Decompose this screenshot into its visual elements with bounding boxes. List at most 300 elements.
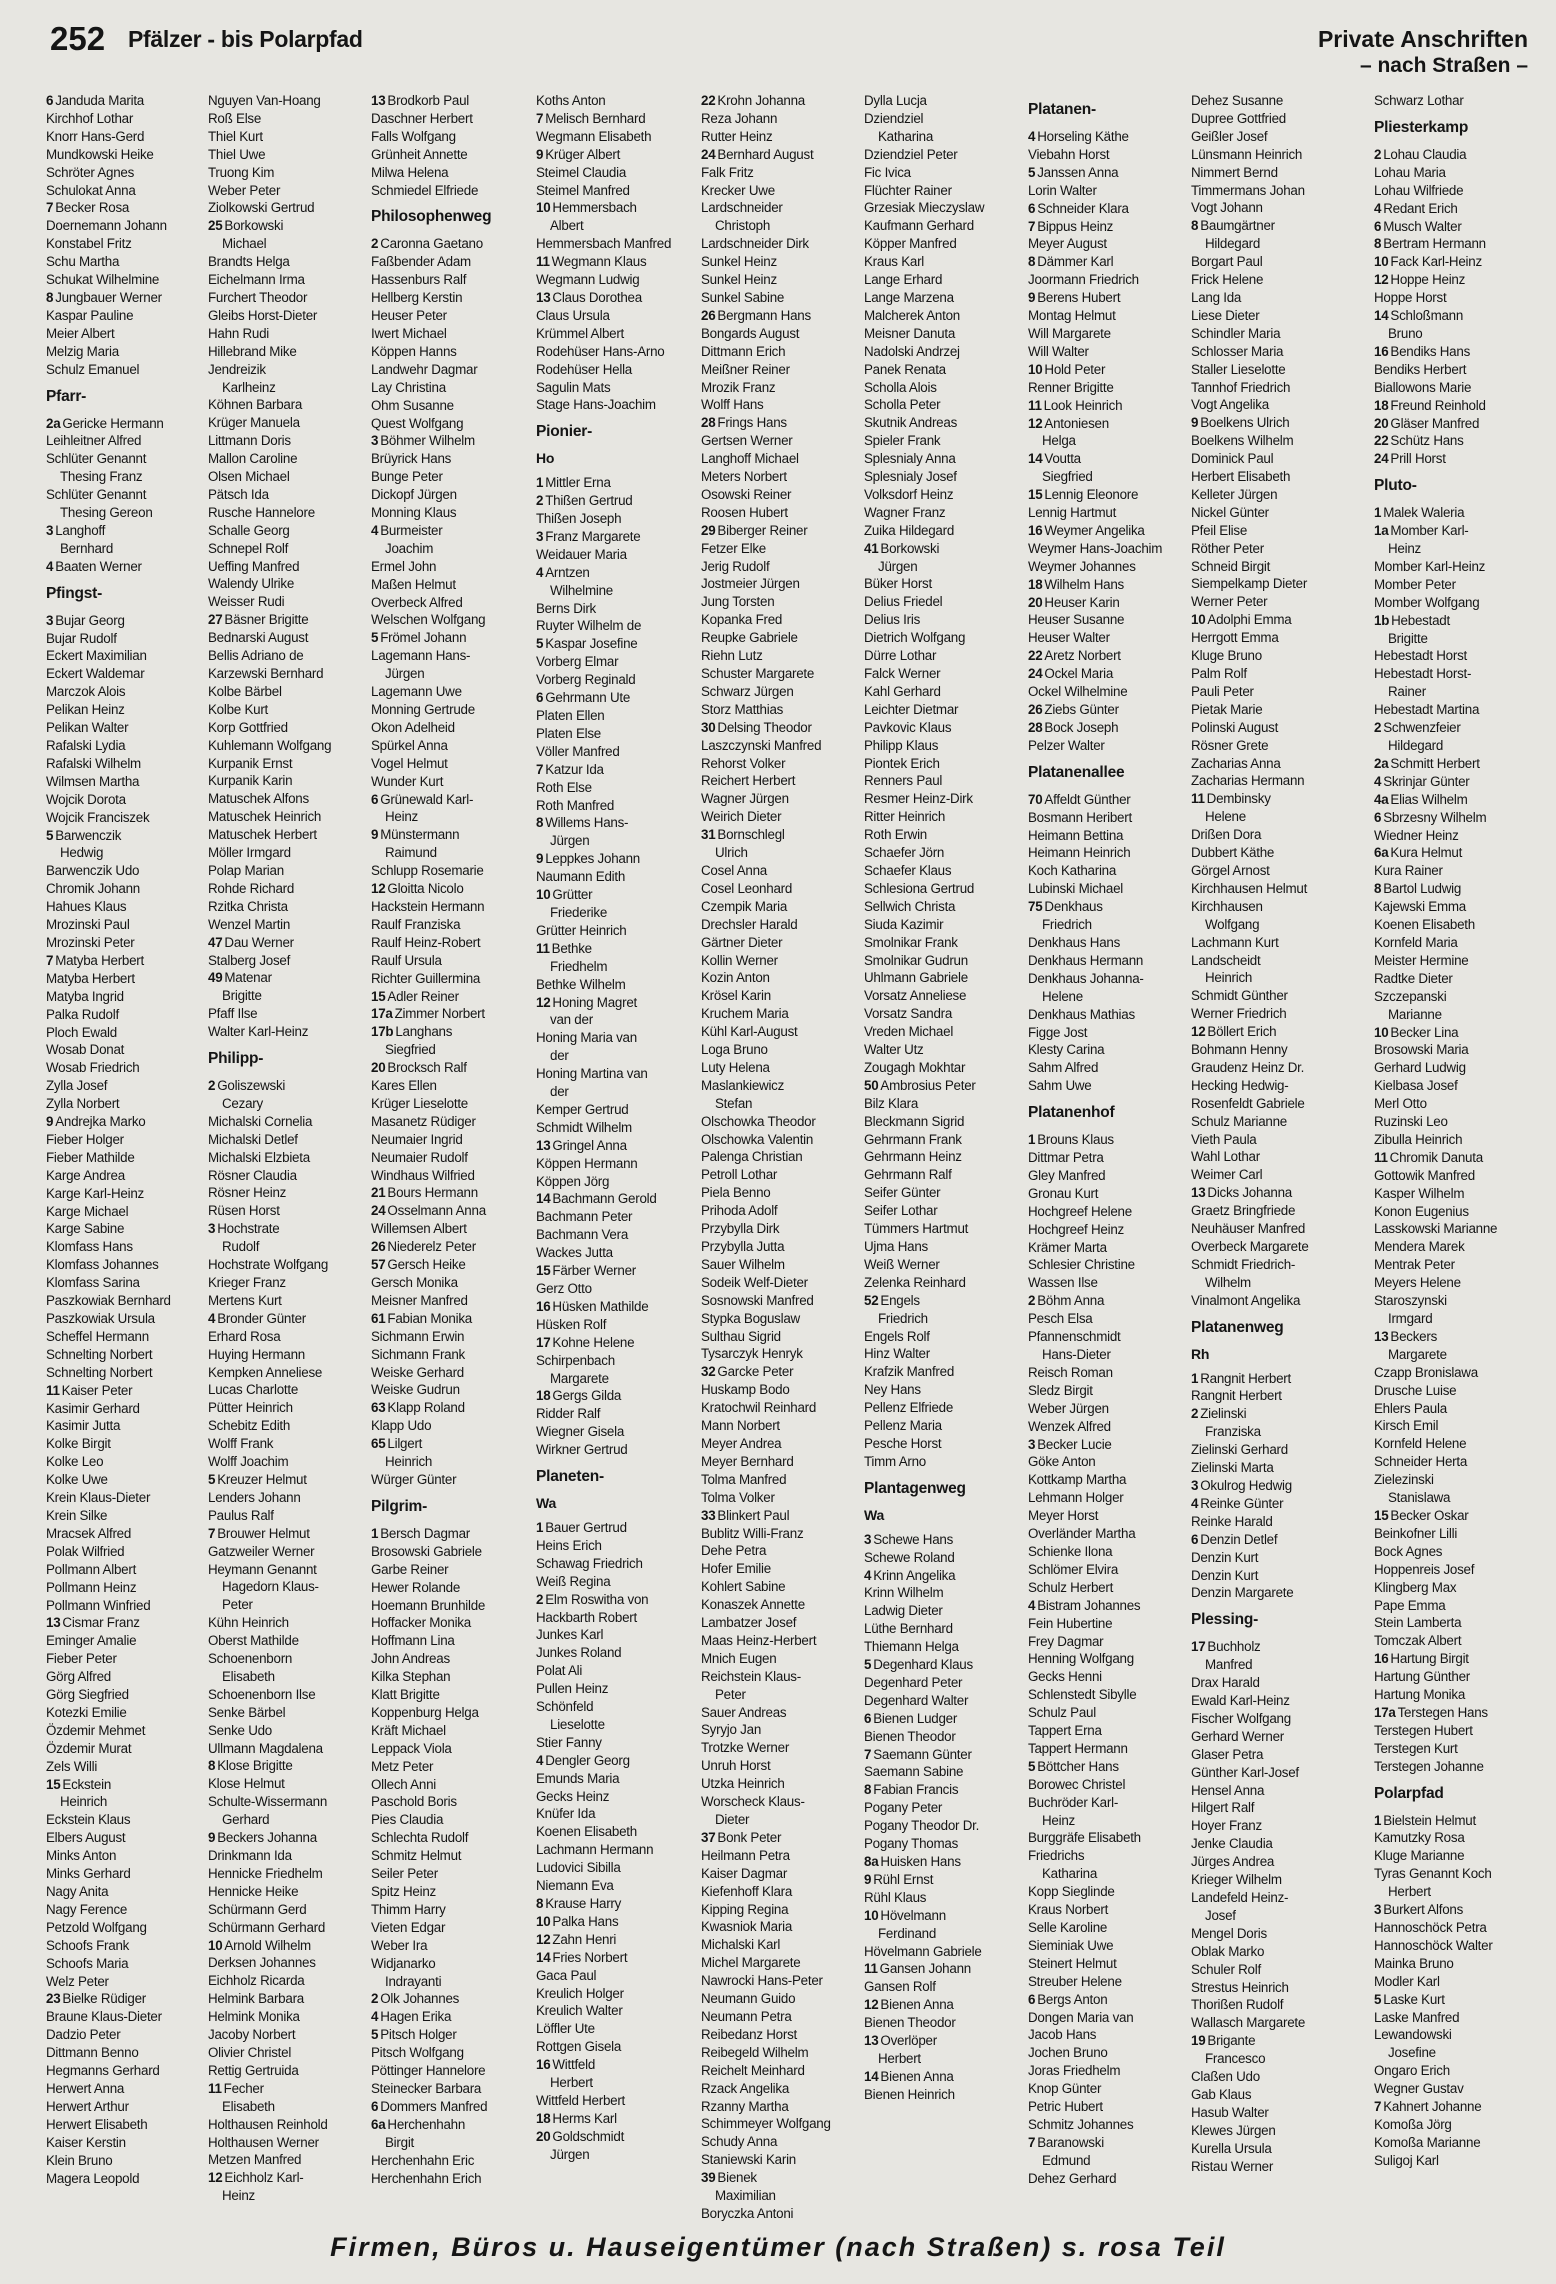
resident-name: Sunkel Sabine	[701, 289, 785, 305]
resident-entry	[864, 593, 1024, 611]
resident-entry	[46, 737, 206, 755]
resident-entry	[1191, 1041, 1351, 1059]
resident-name: Jürgen	[550, 833, 590, 849]
resident-entry	[1374, 1220, 1534, 1238]
resident-entry	[1028, 1543, 1188, 1561]
resident-entry	[46, 1561, 206, 1579]
resident-entry	[208, 969, 368, 987]
resident-name: Schalle Georg	[208, 522, 290, 538]
house-number: 57	[371, 1257, 386, 1273]
resident-entry	[46, 827, 206, 845]
resident-name: Kottkamp Martha	[1028, 1472, 1127, 1488]
house-number: 6	[536, 690, 544, 706]
house-number: 17a	[371, 1006, 393, 1022]
resident-name: Hennicke Friedhelm	[208, 1865, 323, 1881]
resident-name: Bienen Ludger	[873, 1710, 958, 1726]
resident-name: Wagner Franz	[864, 504, 946, 520]
resident-name: Overlöper	[880, 2033, 937, 2049]
resident-name: Bienen Theodor	[864, 2015, 956, 2031]
resident-entry	[371, 271, 531, 289]
entry-continuation	[1028, 1346, 1188, 1364]
resident-name: Engels	[880, 1292, 920, 1308]
resident-entry	[864, 683, 1024, 701]
resident-name: Wosab Donat	[46, 1042, 125, 1058]
resident-entry	[208, 289, 368, 307]
resident-entry	[371, 629, 531, 647]
resident-entry	[1028, 683, 1188, 701]
resident-entry	[46, 146, 206, 164]
resident-entry	[536, 653, 696, 671]
resident-entry	[371, 647, 531, 665]
resident-name: Schoofs Maria	[46, 1955, 129, 1971]
resident-name: Platen Else	[536, 725, 601, 741]
resident-entry	[536, 1609, 696, 1627]
resident-entry	[701, 486, 861, 504]
resident-name: Ockel Wilhelmine	[1028, 684, 1128, 700]
house-number: 24	[371, 1203, 386, 1219]
resident-name: Rosenfeldt Gabriele	[1191, 1095, 1305, 1111]
resident-entry	[208, 1507, 368, 1525]
house-number: 15	[46, 1776, 61, 1792]
resident-entry	[1028, 1256, 1188, 1274]
resident-name: Wegmann Klaus	[551, 254, 647, 270]
resident-entry	[701, 1148, 861, 1166]
resident-name: Kolke Leo	[46, 1454, 104, 1470]
house-number: 13	[864, 2033, 879, 2049]
resident-name: Kopanka Fred	[701, 612, 783, 628]
resident-name: Grütter	[552, 887, 593, 903]
resident-entry	[701, 1918, 861, 1936]
resident-entry	[1191, 289, 1351, 307]
resident-name: Drusche Luise	[1374, 1382, 1457, 1398]
resident-entry	[1374, 1973, 1534, 1991]
resident-name: Olschowka Theodor	[701, 1113, 816, 1129]
resident-entry	[46, 1471, 206, 1489]
resident-entry	[371, 2080, 531, 2098]
resident-entry	[208, 934, 368, 952]
resident-entry	[46, 701, 206, 719]
resident-name: Falk Fritz	[701, 164, 754, 180]
resident-name: Montag Helmut	[1028, 308, 1116, 324]
resident-entry	[1374, 200, 1534, 218]
resident-name: Meißner Reiner	[701, 361, 790, 377]
resident-name: Dittmann Erich	[701, 343, 786, 359]
resident-name: Schuster Margarete	[701, 666, 815, 681]
house-number: 4	[371, 522, 379, 538]
directory-column	[1028, 92, 1188, 2200]
resident-name: Rafalski Lydia	[46, 738, 126, 753]
resident-name: Ueffing Manfred	[208, 558, 300, 574]
resident-name: Monning Gertrude	[371, 702, 475, 717]
resident-name: Rodehüser Hella	[536, 361, 632, 377]
resident-name: Hegmanns Gerhard	[46, 2063, 160, 2079]
house-number: 6	[1028, 200, 1036, 216]
resident-name: Schoofs Frank	[46, 1937, 130, 1953]
resident-entry	[864, 1202, 1024, 1220]
entry-continuation	[536, 2146, 696, 2164]
resident-name: Herbert Elisabeth	[1191, 469, 1291, 485]
resident-entry	[371, 1095, 531, 1113]
resident-name: Littmann Doris	[208, 433, 291, 449]
resident-name: Huskamp Bodo	[701, 1382, 790, 1398]
resident-entry	[1374, 1686, 1534, 1704]
resident-entry	[701, 772, 861, 790]
resident-entry	[371, 1597, 531, 1615]
resident-entry	[701, 2205, 861, 2223]
resident-entry	[536, 1788, 696, 1806]
resident-entry	[864, 1399, 1024, 1417]
resident-name: Eckert Waldemar	[46, 666, 145, 682]
resident-name: Cismar Franz	[62, 1615, 140, 1631]
resident-name: Petzold Wolfgang	[46, 1919, 147, 1935]
resident-name: Kollin Werner	[701, 952, 778, 968]
resident-entry	[1374, 1829, 1534, 1847]
resident-name: Mnich Eugen	[701, 1650, 777, 1666]
resident-entry	[371, 1292, 531, 1310]
resident-entry	[1374, 1525, 1534, 1543]
resident-entry	[46, 1901, 206, 1919]
resident-name: Bendiks Herbert	[1374, 361, 1467, 377]
resident-entry	[371, 415, 531, 433]
resident-entry	[1028, 1328, 1188, 1346]
entry-continuation	[371, 844, 531, 862]
resident-entry	[1028, 1024, 1188, 1042]
resident-name: Peter	[715, 1686, 746, 1702]
resident-entry	[208, 2080, 368, 2098]
resident-entry	[1191, 1817, 1351, 1835]
resident-name: Degenhard Peter	[864, 1674, 963, 1690]
house-number: 27	[208, 612, 223, 628]
entry-continuation	[371, 1453, 531, 1471]
resident-entry	[536, 1805, 696, 1823]
resident-entry	[1028, 1418, 1188, 1436]
resident-entry	[1191, 1853, 1351, 1871]
resident-entry	[864, 1996, 1024, 2014]
resident-name: Kajewski Emma	[1374, 899, 1466, 915]
house-number: 10	[536, 887, 551, 903]
resident-entry	[371, 1919, 531, 1937]
resident-entry	[701, 2008, 861, 2026]
resident-entry	[1191, 1835, 1351, 1853]
house-number: 9	[1028, 290, 1036, 306]
resident-name: Pogany Thomas	[864, 1836, 959, 1852]
resident-entry	[46, 2134, 206, 2152]
house-number: 63	[371, 1400, 386, 1416]
house-number: 14	[536, 1949, 551, 1965]
resident-name: Denzin Margarete	[1191, 1585, 1294, 1601]
resident-name: Gerhard Werner	[1191, 1728, 1285, 1744]
resident-name: Bippus Heinz	[1037, 218, 1114, 234]
resident-entry	[208, 164, 368, 182]
resident-entry	[1028, 701, 1188, 719]
resident-entry	[701, 808, 861, 826]
resident-name: Schnelting Norbert	[46, 1346, 153, 1362]
resident-entry	[46, 1453, 206, 1471]
resident-entry	[1028, 791, 1188, 809]
resident-name: Löffler Ute	[536, 2021, 595, 2037]
resident-entry	[536, 146, 696, 164]
resident-name: Thiemann Helga	[864, 1639, 959, 1655]
entry-continuation	[208, 2098, 368, 2116]
resident-entry	[536, 1173, 696, 1191]
resident-entry	[536, 2002, 696, 2020]
resident-name: Hedwig	[60, 845, 104, 861]
house-number: 52	[864, 1292, 879, 1308]
resident-entry	[536, 110, 696, 128]
resident-entry	[864, 1638, 1024, 1656]
entry-continuation	[208, 1238, 368, 1256]
resident-entry	[864, 1584, 1024, 1602]
resident-entry	[208, 396, 368, 414]
resident-entry	[46, 1364, 206, 1382]
resident-name: Garbe Reiner	[371, 1561, 449, 1577]
entry-continuation	[1028, 2152, 1188, 2170]
resident-name: Denkhaus	[1044, 899, 1103, 915]
resident-name: Herbert	[878, 2050, 921, 2066]
resident-name: Pelikan Heinz	[46, 702, 125, 718]
house-number: 15	[1374, 1507, 1389, 1523]
resident-name: Truong Kim	[208, 164, 275, 180]
resident-name: Brigitte	[1388, 630, 1428, 646]
resident-name: Scheffel Hermann	[46, 1328, 149, 1344]
resident-name: Ristau Werner	[1191, 2158, 1274, 2174]
resident-name: Rzanny Martha	[701, 2098, 789, 2114]
resident-entry	[864, 468, 1024, 486]
resident-name: Zacharias Hermann	[1191, 773, 1305, 789]
resident-name: Goliszewski	[217, 1078, 286, 1094]
resident-entry	[1374, 289, 1534, 307]
resident-name: Widjanarko	[371, 1955, 436, 1971]
resident-entry	[208, 558, 368, 576]
house-number: 6	[46, 93, 54, 108]
resident-entry	[208, 182, 368, 200]
page-header	[50, 20, 1528, 80]
resident-entry	[371, 361, 531, 379]
resident-name: Buchholz	[1207, 1639, 1261, 1655]
resident-name: Hartung Monika	[1374, 1687, 1466, 1703]
resident-name: Wolff Hans	[701, 397, 764, 413]
resident-entry	[46, 217, 206, 235]
resident-name: Margarete	[550, 1370, 609, 1386]
resident-entry	[1191, 1746, 1351, 1764]
resident-entry	[1028, 307, 1188, 325]
resident-name: Tolma Manfred	[701, 1471, 787, 1487]
resident-name: Petric Hubert	[1028, 2099, 1103, 2115]
resident-name: Lange Marzena	[864, 289, 954, 305]
resident-name: Lüthe Bernhard	[864, 1621, 953, 1637]
resident-name: Pöttinger Hannelore	[371, 2063, 486, 2079]
resident-entry	[701, 862, 861, 880]
resident-entry	[536, 2128, 696, 2146]
resident-entry	[701, 2133, 861, 2151]
resident-name: Prill Horst	[1390, 451, 1446, 467]
resident-name: Böhmer Wilhelm	[380, 433, 475, 449]
street-heading: Polarpfad	[1374, 1784, 1444, 1802]
entry-continuation	[701, 1686, 861, 1704]
street-heading: Platanenallee	[1028, 763, 1125, 781]
resident-name: Spieler Frank	[864, 433, 941, 449]
resident-entry	[1028, 271, 1188, 289]
resident-entry	[1191, 737, 1351, 755]
resident-name: Polak Wilfried	[46, 1543, 125, 1559]
resident-entry	[1191, 92, 1351, 110]
resident-entry	[1374, 1149, 1534, 1167]
resident-entry	[864, 1960, 1024, 1978]
resident-name: Laske Manfred	[1374, 2009, 1460, 2025]
resident-entry	[701, 1274, 861, 1292]
resident-name: Landefeld Heinz-	[1191, 1890, 1289, 1905]
resident-entry	[864, 289, 1024, 307]
resident-entry	[208, 1453, 368, 1471]
resident-name: Schaefer Jörn	[864, 845, 945, 861]
resident-entry	[1028, 1310, 1188, 1328]
resident-entry	[1191, 1728, 1351, 1746]
resident-entry	[701, 575, 861, 593]
resident-name: Graudenz Heinz Dr.	[1191, 1059, 1305, 1075]
resident-name: Faßbender Adam	[371, 254, 471, 270]
resident-name: Schönfeld	[536, 1699, 594, 1715]
resident-entry	[701, 2026, 861, 2044]
resident-entry	[371, 880, 531, 898]
resident-entry	[1374, 1561, 1534, 1579]
resident-name: Karzewski Bernhard	[208, 666, 324, 681]
district-code: Rh	[1191, 1345, 1210, 1362]
resident-name: Tomczak Albert	[1374, 1633, 1462, 1649]
resident-name: Stier Fanny	[536, 1734, 602, 1750]
resident-name: Delius Iris	[864, 612, 921, 628]
resident-entry	[371, 1740, 531, 1758]
resident-entry	[371, 934, 531, 952]
resident-name: Bruno	[1388, 325, 1423, 341]
resident-name: Brodkorb Paul	[387, 93, 470, 108]
resident-name: Staroszynski	[1374, 1293, 1447, 1309]
resident-entry	[1028, 1794, 1188, 1812]
resident-entry	[1028, 1561, 1188, 1579]
resident-name: Dembinsky	[1206, 791, 1271, 807]
resident-name: Schlenstedt Sibylle	[1028, 1687, 1137, 1703]
resident-entry	[1191, 2140, 1351, 2158]
resident-name: Seifer Günter	[864, 1185, 941, 1201]
resident-entry	[208, 575, 368, 593]
resident-name: Dongen Maria van	[1028, 2009, 1134, 2025]
street-heading: Plantagenweg	[864, 1479, 966, 1497]
entry-continuation	[208, 235, 368, 253]
resident-entry	[701, 1220, 861, 1238]
resident-entry	[1374, 773, 1534, 791]
entry-continuation	[536, 1083, 696, 1101]
resident-name: Fein Hubertine	[1028, 1615, 1113, 1631]
resident-entry	[864, 1417, 1024, 1435]
resident-name: Dommers Manfred	[380, 2098, 488, 2114]
resident-entry	[208, 755, 368, 773]
resident-name: Gloitta Nicolo	[387, 881, 464, 897]
resident-entry	[701, 2080, 861, 2098]
resident-entry	[1191, 880, 1351, 898]
resident-name: Magera Leopold	[46, 2170, 140, 2186]
resident-entry	[1191, 1692, 1351, 1710]
resident-entry	[864, 1095, 1024, 1113]
resident-entry	[1374, 1364, 1534, 1382]
resident-name: Bock Joseph	[1044, 719, 1119, 735]
resident-entry	[701, 1954, 861, 1972]
resident-entry	[864, 199, 1024, 217]
resident-name: Denzin Kurt	[1191, 1549, 1259, 1565]
resident-name: Niemann Eva	[536, 1878, 614, 1894]
resident-entry	[46, 2062, 206, 2080]
house-number: 10	[536, 200, 551, 216]
resident-name: Elias Wilhelm	[1390, 791, 1468, 807]
resident-name: Selle Karoline	[1028, 1920, 1108, 1935]
resident-entry	[208, 343, 368, 361]
resident-name: Weymer Johannes	[1028, 558, 1136, 574]
resident-name: Kahnert Johanne	[1383, 2099, 1482, 2115]
resident-name: Bernhard	[60, 540, 114, 556]
section-title: Private Anschriften	[1317, 26, 1528, 52]
house-number: 6	[1374, 809, 1382, 825]
resident-name: Arntzen	[545, 564, 590, 580]
resident-entry	[208, 1131, 368, 1149]
resident-name: Dittmann Benno	[46, 2045, 139, 2061]
resident-entry	[864, 701, 1024, 719]
resident-entry	[46, 1328, 206, 1346]
resident-entry	[208, 1167, 368, 1185]
resident-name: Kohlert Sabine	[701, 1579, 786, 1595]
resident-name: Raulf Franziska	[371, 916, 461, 932]
house-number: 16	[1374, 1651, 1389, 1667]
resident-name: Kura Helmut	[1390, 845, 1463, 861]
resident-entry	[701, 1847, 861, 1865]
resident-name: Reinke Günter	[1200, 1495, 1284, 1511]
resident-entry	[1374, 916, 1534, 934]
resident-entry	[1374, 1041, 1534, 1059]
resident-name: Albert	[550, 218, 584, 234]
resident-name: Zielinski	[1200, 1406, 1247, 1422]
resident-entry	[701, 289, 861, 307]
resident-entry	[536, 940, 696, 958]
resident-entry	[864, 1453, 1024, 1471]
resident-name: Krause Harry	[545, 1896, 622, 1911]
resident-name: Wagner Jürgen	[701, 791, 789, 807]
resident-name: Heilmann Petra	[701, 1847, 790, 1863]
resident-entry	[46, 1077, 206, 1095]
resident-name: Heuser Walter	[1028, 630, 1110, 646]
resident-name: Ziolkowski Gertrud	[208, 200, 315, 216]
resident-entry	[371, 235, 531, 253]
resident-entry	[864, 737, 1024, 755]
resident-name: Siegfried	[1042, 469, 1093, 485]
resident-name: Holthausen Werner	[208, 2134, 319, 2150]
resident-name: Pfannenschmidt	[1028, 1329, 1121, 1345]
resident-name: Gronau Kurt	[1028, 1185, 1099, 1201]
house-number: 2a	[1374, 755, 1389, 771]
resident-name: Bornschlegl	[717, 827, 785, 843]
resident-name: Werner Peter	[1191, 594, 1268, 610]
resident-name: Cezary	[222, 1095, 263, 1111]
resident-name: Zuika Hildegard	[864, 522, 955, 538]
resident-entry	[46, 522, 206, 540]
resident-entry	[864, 1549, 1024, 1567]
resident-name: Wittfeld	[552, 2057, 596, 2073]
resident-entry	[1374, 1453, 1534, 1471]
resident-entry	[536, 361, 696, 379]
resident-name: Büker Horst	[864, 576, 932, 592]
resident-entry	[864, 307, 1024, 325]
resident-entry	[701, 379, 861, 397]
resident-name: Irmgard	[1388, 1311, 1433, 1326]
resident-entry	[701, 755, 861, 773]
resident-name: Bersch Dagmar	[380, 1525, 470, 1541]
resident-name: Fabian Francis	[873, 1782, 959, 1798]
